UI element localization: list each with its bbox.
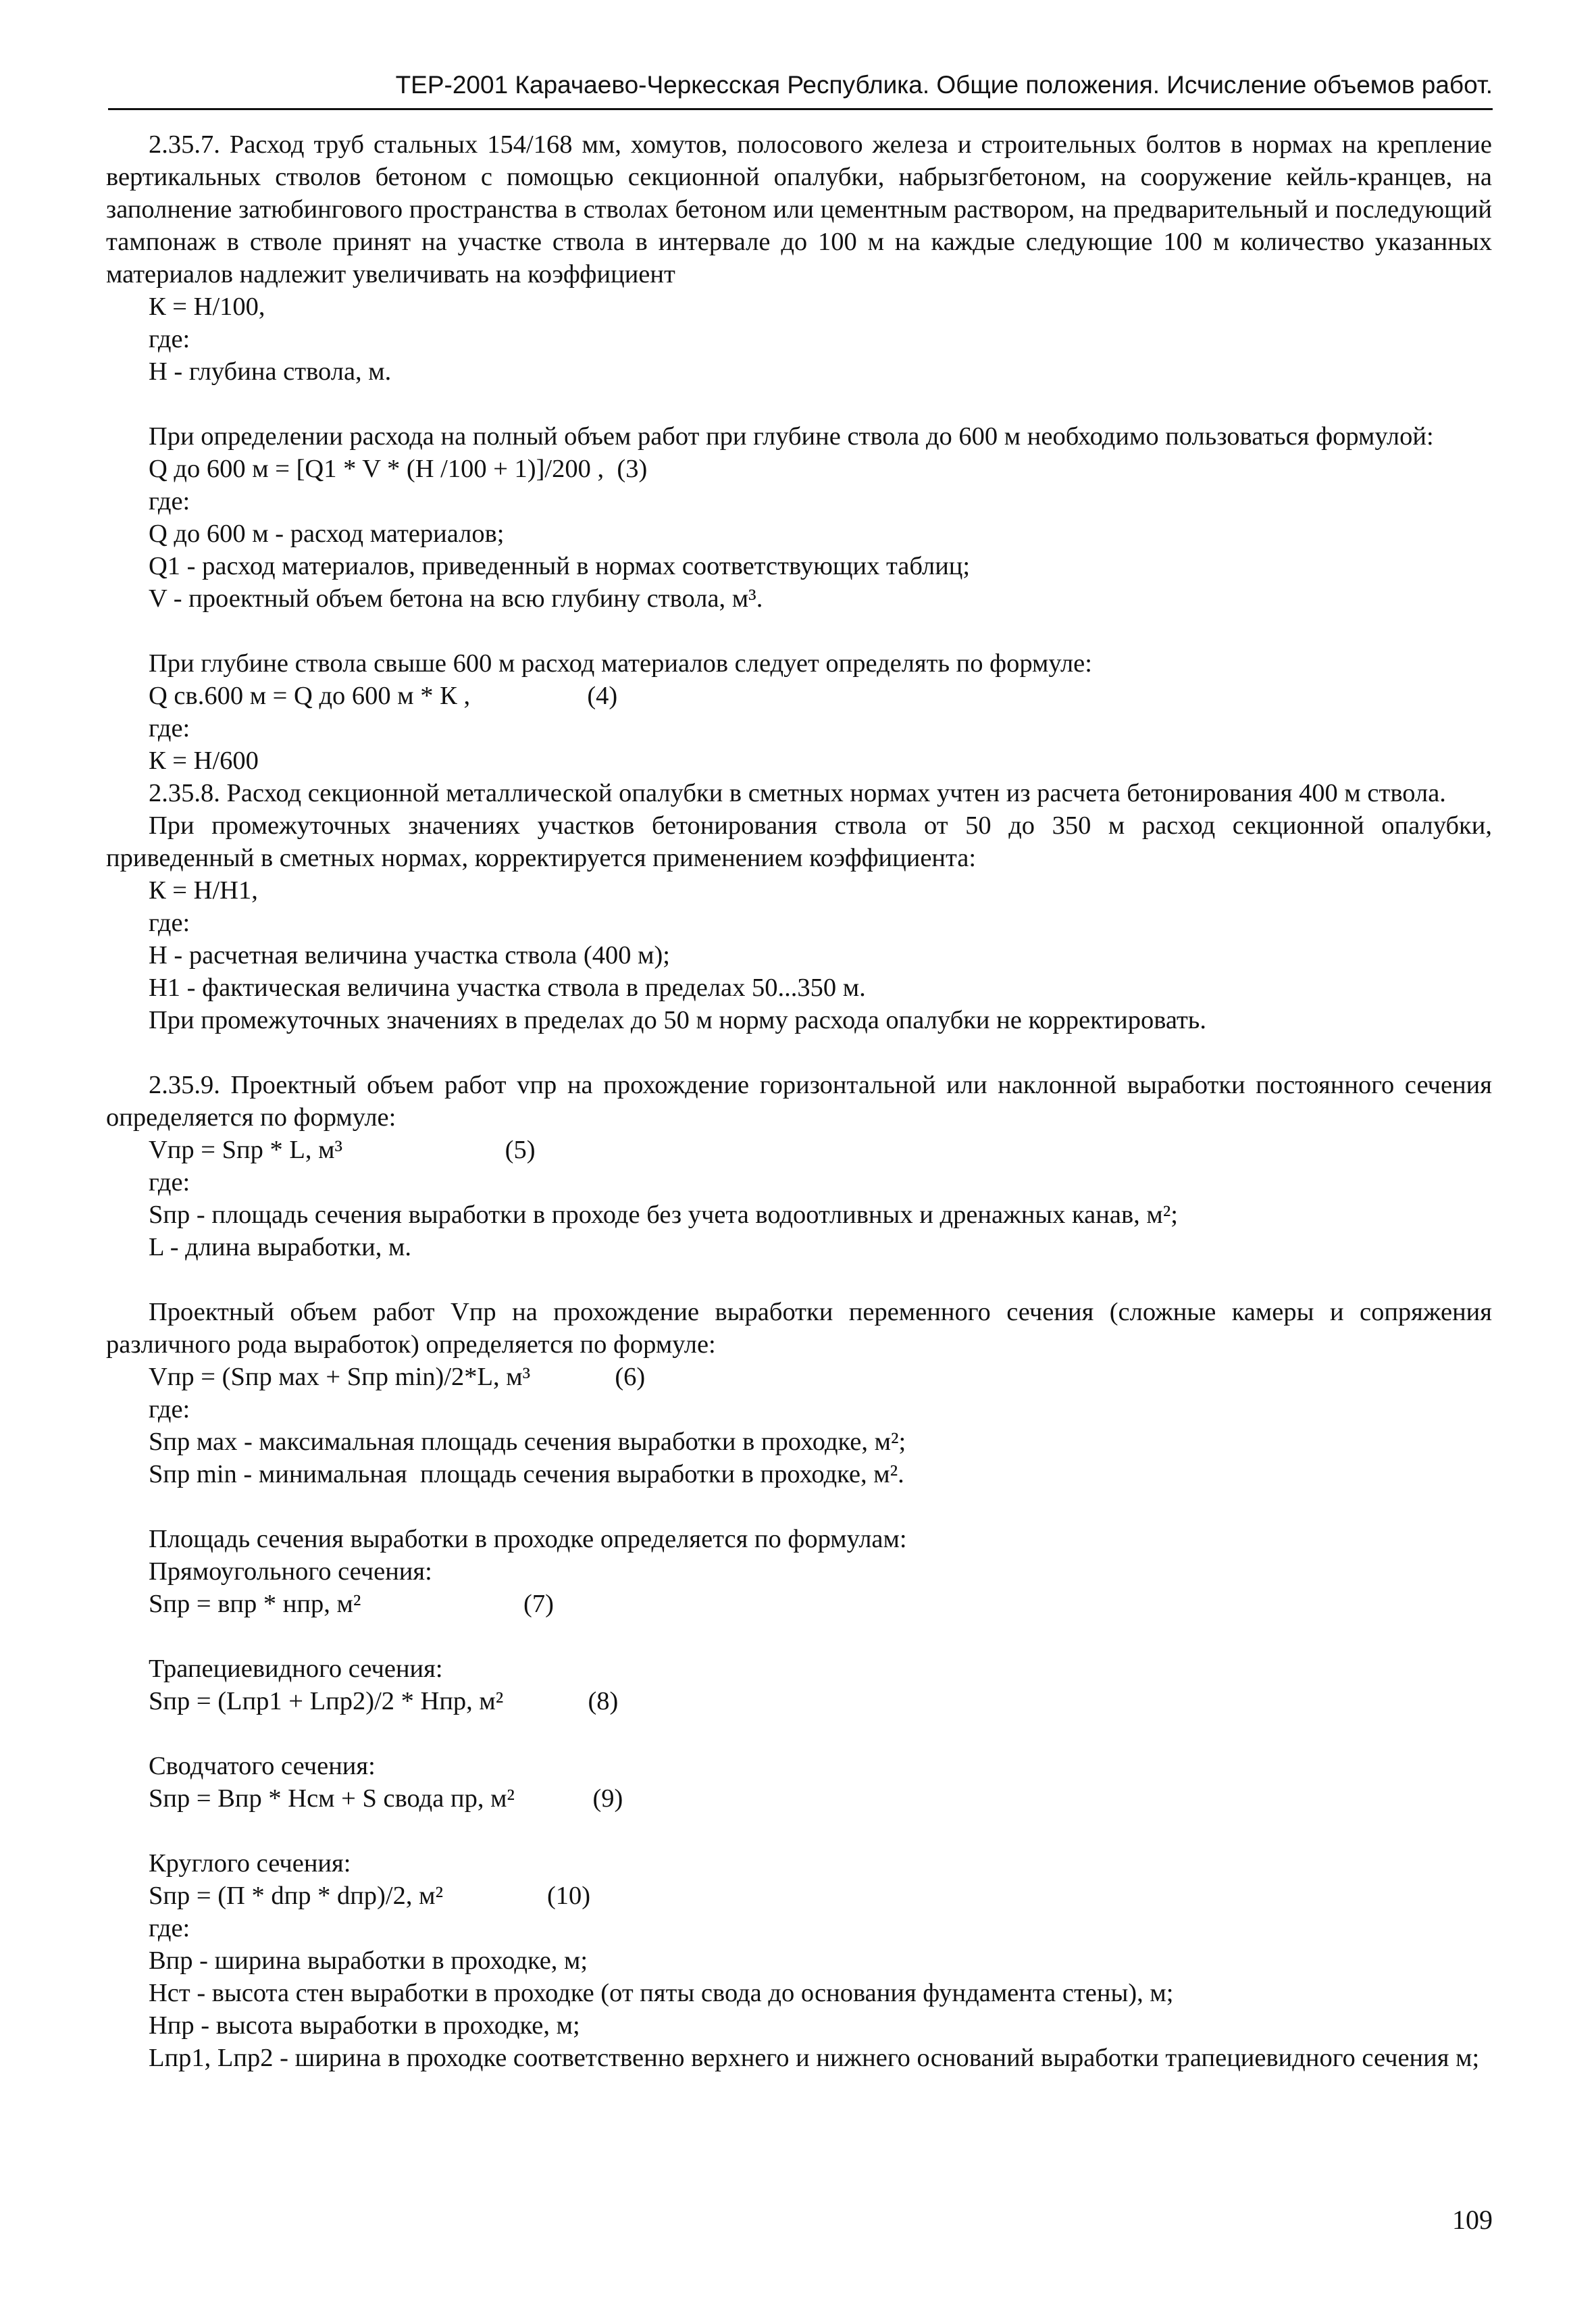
where-label: где: (149, 1168, 190, 1197)
definition-smax: Sпр мах - максимальная площадь сечения выработки в проходке, м²; (149, 1428, 906, 1456)
formula-k-h600: К = Н/600 (149, 747, 259, 775)
page-number: 109 (1452, 2205, 1493, 2235)
definition-q600: Q до 600 м - расход материалов; (149, 520, 505, 548)
formula-3: Q до 600 м = [Q1 * V * (Н /100 + 1)]/200 , (3) (149, 455, 648, 483)
paragraph-intermediate: При промежуточных значениях участков бетонирования ствола от 50 до 350 м расход секционной опалубки, приведенный в сметных нормах, корректируется применением коэффициента: (106, 811, 1492, 872)
definition-hst: Нст - высота стен выработки в проходке (от пяты свода до основания фундамента стены), м; (149, 1979, 1174, 2007)
header-rule (108, 108, 1493, 110)
formula-6: Vпр = (Sпр мах + Sпр min)/2*L, м³ (6) (149, 1363, 646, 1391)
definition-lpr: Lпр1, Lпр2 - ширина в проходке соответственно верхнего и нижнего оснований выработки трапециевидного сечения м; (149, 2044, 1480, 2072)
heading-rectangular: Прямоугольного сечения: (149, 1557, 432, 1586)
definition-q1: Q1 - расход материалов, приведенный в нормах соответствующих таблиц; (149, 552, 971, 580)
paragraph-depth-600: При определении расхода на полный объем работ при глубине ствола до 600 м необходимо пользоваться формулой: (149, 422, 1434, 451)
where-label: где: (149, 325, 190, 353)
formula-4: Q св.600 м = Q до 600 м * К , (4) (149, 682, 618, 710)
formula-k-h-h1: К = Н/Н1, (149, 876, 258, 905)
heading-round: Круглого сечения: (149, 1849, 351, 1878)
formula-5: Vпр = Sпр * L, м³ (5) (149, 1136, 536, 1164)
paragraph-variable-section: Проектный объем работ Vпр на прохождение выработки переменного сечения (сложные камеры и сопряжения различного рода выработок) определяется по формуле: (106, 1298, 1492, 1359)
paragraph-2-35-7: 2.35.7. Расход труб стальных 154/168 мм, хомутов, полосового железа и строительных болтов в нормах на крепление вертикальных стволов бетоном с помощью секционной опалубки, набрызгбетоном, на сооружение кейль-кранцев, на заполнение затюбингового пространства в стволах бетоном или цементным раствором, на предварительный и последующий тампонаж в стволе принят на участке ствола в интервале до 100 м на каждые следующие 100 м количество указанных материалов надлежит увеличивать на коэффициент (106, 130, 1492, 288)
note-under-50: При промежуточных значениях в пределах до 50 м норму расхода опалубки не корректировать. (149, 1006, 1206, 1034)
definition-hpr: Нпр - высота выработки в проходке, м; (149, 2011, 580, 2040)
where-label: где: (149, 487, 190, 515)
where-label: где: (149, 1395, 190, 1424)
where-label: где: (149, 1914, 190, 1942)
definition-h: Н - глубина ствола, м. (149, 357, 392, 386)
heading-trapezoidal: Трапециевидного сечения: (149, 1655, 443, 1683)
definition-s: Sпр - площадь сечения выработки в проходе без учета водоотливных и дренажных канав, м²; (149, 1201, 1178, 1229)
where-label: где: (149, 714, 190, 743)
formula-10: Sпр = (П * dпр * dпр)/2, м² (10) (149, 1882, 591, 1910)
formula-k-h100: К = Н/100, (149, 293, 265, 321)
definition-l: L - длина выработки, м. (149, 1233, 411, 1261)
running-header: ТЕР-2001 Карачаево-Черкесская Республика. Общие положения. Исчисление объемов работ. (395, 71, 1493, 99)
formula-9: Sпр = Впр * Нсм + S свода пр, м² (9) (149, 1784, 623, 1813)
paragraph-2-35-8: 2.35.8. Расход секционной металлической опалубки в сметных нормах учтен из расчета бетонирования 400 м ствола. (149, 779, 1446, 807)
formula-7: Sпр = впр * нпр, м² (7) (149, 1590, 554, 1618)
definition-smin: Sпр min - минимальная площадь сечения выработки в проходке, м². (149, 1460, 904, 1488)
heading-arched: Сводчатого сечения: (149, 1752, 376, 1780)
page-body (106, 128, 1492, 2074)
paragraph-area-formulas: Площадь сечения выработки в проходке определяется по формулам: (149, 1525, 907, 1553)
where-label: где: (149, 909, 190, 937)
definition-v: V - проектный объем бетона на всю глубину ствола, м³. (149, 584, 763, 613)
definition-h-400: Н - расчетная величина участка ствола (400 м); (149, 941, 670, 970)
definition-h1: Н1 - фактическая величина участка ствола в пределах 50...350 м. (149, 974, 866, 1002)
formula-8: Sпр = (Lпр1 + Lпр2)/2 * Нпр, м² (8) (149, 1687, 619, 1715)
paragraph-2-35-9: 2.35.9. Проектный объем работ vпр на прохождение горизонтальной или наклонной выработки постоянного сечения определяется по формуле: (106, 1071, 1492, 1132)
paragraph-over-600: При глубине ствола свыше 600 м расход материалов следует определять по формуле: (149, 649, 1092, 678)
definition-b: Впр - ширина выработки в проходке, м; (149, 1946, 588, 1975)
